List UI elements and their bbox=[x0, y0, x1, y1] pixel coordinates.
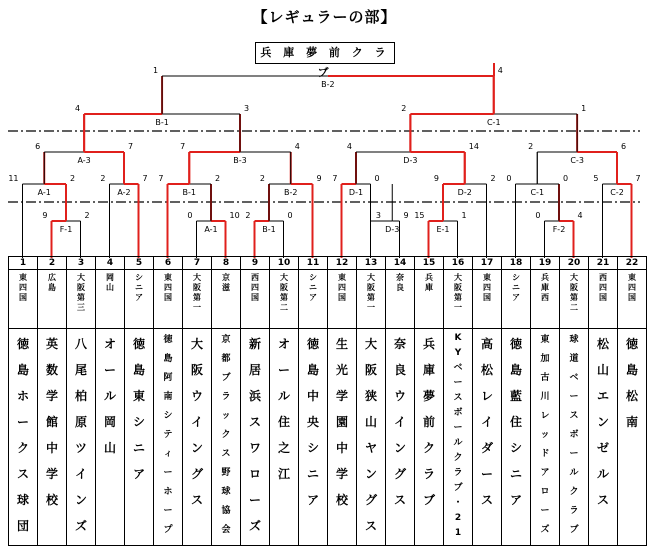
team-name bbox=[502, 329, 531, 546]
team-region bbox=[299, 270, 328, 329]
team-number: 16 bbox=[444, 257, 473, 270]
team-region bbox=[38, 270, 67, 329]
team-number: 20 bbox=[560, 257, 589, 270]
team-number: 21 bbox=[589, 257, 618, 270]
team-number: 12 bbox=[328, 257, 357, 270]
match-label: A-1 bbox=[37, 188, 51, 197]
team-number: 18 bbox=[502, 257, 531, 270]
team-region-text: 東 四 国 bbox=[19, 273, 27, 302]
team-name-text: 徳 島 松 南 bbox=[625, 337, 638, 429]
match-label: B-1 bbox=[182, 188, 196, 197]
team-number: 17 bbox=[473, 257, 502, 270]
team-region-text: 奈 良 bbox=[396, 273, 404, 292]
score-left: 7 bbox=[180, 142, 186, 151]
score-right: 7 bbox=[128, 142, 134, 151]
team-region bbox=[125, 270, 154, 329]
team-name bbox=[357, 329, 386, 546]
team-name-text: 松 山 エ ン ゼ ル ス bbox=[596, 337, 609, 507]
score-right: 0 bbox=[563, 174, 569, 183]
team-name-text: K Y ベ ー ス ボ ー ル ク ラ ブ ・ 2 1 bbox=[453, 333, 463, 538]
team-name bbox=[9, 329, 38, 546]
team-name-text: 新 居 浜 ス ワ ロ ー ズ bbox=[248, 337, 261, 533]
team-name bbox=[96, 329, 125, 546]
team-number: 5 bbox=[125, 257, 154, 270]
team-name-text: 京 都 ブ ラ ッ ク ス 野 球 協 会 bbox=[221, 335, 231, 535]
team-name-text: 徳 島 東 シ ニ ア bbox=[132, 337, 145, 481]
team-region-text: 大 阪 第 一 bbox=[367, 273, 375, 312]
team-region bbox=[444, 270, 473, 329]
team-region bbox=[473, 270, 502, 329]
team-number: 10 bbox=[270, 257, 299, 270]
team-region bbox=[9, 270, 38, 329]
team-region bbox=[241, 270, 270, 329]
score-right: 9 bbox=[403, 211, 409, 220]
score-left: 11 bbox=[8, 174, 19, 183]
team-name bbox=[560, 329, 589, 546]
team-region bbox=[183, 270, 212, 329]
team-region bbox=[67, 270, 96, 329]
team-name-text: 徳 島 藍 住 シ ニ ア bbox=[509, 337, 522, 507]
score-left: 7 bbox=[158, 174, 164, 183]
match-label: C-1 bbox=[486, 118, 501, 127]
score-right: 2 bbox=[490, 174, 496, 183]
score-left: 0 bbox=[535, 211, 541, 220]
team-name-text: 八 尾 柏 原 ツ イ ン ズ bbox=[74, 337, 87, 533]
score-right: 3 bbox=[244, 104, 250, 113]
team-number: 15 bbox=[415, 257, 444, 270]
score-left: 6 bbox=[35, 142, 41, 151]
match-label: D-2 bbox=[457, 188, 472, 197]
team-region bbox=[415, 270, 444, 329]
score-left: 0 bbox=[187, 211, 193, 220]
team-name bbox=[299, 329, 328, 546]
score-left: 4 bbox=[75, 104, 81, 113]
score-right: 14 bbox=[468, 142, 479, 151]
team-name bbox=[125, 329, 154, 546]
team-region-text: シ ニ ア bbox=[512, 273, 520, 302]
team-name bbox=[154, 329, 183, 546]
team-region bbox=[357, 270, 386, 329]
team-name bbox=[386, 329, 415, 546]
team-name-text: 高 松 レ イ ダ ー ス bbox=[480, 337, 493, 507]
team-name bbox=[212, 329, 241, 546]
team-name-text: 徳 島 中 央 シ ニ ア bbox=[306, 337, 319, 507]
team-number: 13 bbox=[357, 257, 386, 270]
score-left: 0 bbox=[506, 174, 512, 183]
score-left: 5 bbox=[593, 174, 599, 183]
score-left: 2 bbox=[528, 142, 534, 151]
team-region-text: 西 四 国 bbox=[599, 273, 607, 302]
team-number-row bbox=[9, 257, 647, 270]
team-number: 2 bbox=[38, 257, 67, 270]
score-right: 9 bbox=[316, 174, 322, 183]
match-label: D-3 bbox=[385, 225, 400, 234]
team-region-text: シ ニ ア bbox=[309, 273, 317, 302]
team-region-text: 大 阪 第 二 bbox=[280, 273, 288, 312]
score-right: 0 bbox=[287, 211, 293, 220]
team-name-text: 徳 島 阿 南 シ テ ィ ー ホ ー プ bbox=[163, 335, 173, 535]
score-left: 2 bbox=[100, 174, 106, 183]
team-name bbox=[473, 329, 502, 546]
team-name-text: 球 道 ベ ー ス ボ ー ル ク ラ ブ bbox=[569, 335, 579, 535]
team-number: 9 bbox=[241, 257, 270, 270]
team-region-text: 大 阪 第 三 bbox=[77, 273, 85, 312]
score-right: 7 bbox=[142, 174, 148, 183]
match-label: C-3 bbox=[570, 156, 584, 165]
team-name bbox=[531, 329, 560, 546]
team-name bbox=[589, 329, 618, 546]
score-right: 4 bbox=[294, 142, 300, 151]
team-number: 14 bbox=[386, 257, 415, 270]
team-region-text: 兵 庫 西 bbox=[541, 273, 549, 302]
score-left: 9 bbox=[42, 211, 48, 220]
team-number: 6 bbox=[154, 257, 183, 270]
score-right: 1 bbox=[461, 211, 467, 220]
team-name-text: 兵 庫 夢 前 ク ラ ブ bbox=[422, 337, 435, 507]
score-left: 2 bbox=[259, 174, 265, 183]
score-right: 4 bbox=[577, 211, 583, 220]
match-label: B-3 bbox=[233, 156, 247, 165]
team-region-text: 西 四 国 bbox=[251, 273, 259, 302]
team-name-text: 東 加 古 川 レ ッ ド ア ロ ー ズ bbox=[540, 335, 550, 535]
team-region bbox=[560, 270, 589, 329]
match-label: B-2 bbox=[284, 188, 298, 197]
score-left: 15 bbox=[414, 211, 425, 220]
team-region-text: 岡 山 bbox=[106, 273, 114, 292]
team-region bbox=[270, 270, 299, 329]
page-title: 【レギュラーの部】 bbox=[252, 8, 397, 26]
team-number: 19 bbox=[531, 257, 560, 270]
team-region-text: 大 阪 第 一 bbox=[193, 273, 201, 312]
team-region bbox=[531, 270, 560, 329]
team-region bbox=[502, 270, 531, 329]
match-label: B-1 bbox=[155, 118, 169, 127]
team-name bbox=[241, 329, 270, 546]
match-label: B-2 bbox=[321, 80, 335, 89]
score-left: 3 bbox=[375, 211, 381, 220]
team-name-row bbox=[9, 329, 647, 546]
team-name bbox=[618, 329, 647, 546]
match-label: D-3 bbox=[403, 156, 418, 165]
team-name bbox=[444, 329, 473, 546]
score-right: 0 bbox=[374, 174, 380, 183]
score-right: 6 bbox=[621, 142, 627, 151]
team-region-text: 広 島 bbox=[48, 273, 56, 292]
match-label: F-1 bbox=[59, 225, 73, 234]
score-right: 2 bbox=[70, 174, 76, 183]
score-left: 4 bbox=[346, 142, 352, 151]
team-number: 7 bbox=[183, 257, 212, 270]
team-region bbox=[386, 270, 415, 329]
score-left: 1 bbox=[152, 66, 159, 75]
match-label: B-1 bbox=[262, 225, 276, 234]
team-region-text: 大 阪 第 二 bbox=[570, 273, 578, 312]
team-name bbox=[270, 329, 299, 546]
team-region-text: 京 滋 bbox=[222, 273, 230, 292]
score-right: 4 bbox=[497, 66, 503, 75]
match-label: D-1 bbox=[348, 188, 364, 197]
champion-box: 兵 庫 夢 前 ク ラ ブ bbox=[255, 42, 395, 64]
team-region-text: 東 四 国 bbox=[164, 273, 172, 302]
match-label: F-2 bbox=[552, 225, 566, 234]
team-number: 4 bbox=[96, 257, 125, 270]
team-region-text: シ ニ ア bbox=[135, 273, 143, 302]
team-region bbox=[96, 270, 125, 329]
score-right: 2 bbox=[215, 174, 221, 183]
team-name bbox=[328, 329, 357, 546]
team-number: 1 bbox=[9, 257, 38, 270]
team-name bbox=[415, 329, 444, 546]
score-left: 2 bbox=[245, 211, 251, 220]
team-region bbox=[589, 270, 618, 329]
team-region-text: 東 四 国 bbox=[338, 273, 346, 302]
team-name-text: 大 阪 狭 山 ヤ ン グ ス bbox=[364, 337, 377, 533]
team-region-text: 東 四 国 bbox=[483, 273, 491, 302]
score-right: 1 bbox=[581, 104, 587, 113]
team-name-text: 奈 良 ウ イ ン グ ス bbox=[393, 337, 406, 507]
team-region bbox=[212, 270, 241, 329]
match-label: C-1 bbox=[530, 188, 545, 197]
team-region bbox=[154, 270, 183, 329]
bracket-diagram bbox=[0, 0, 649, 262]
score-left: 9 bbox=[433, 174, 439, 183]
team-name-text: 大 阪 ウ イ ン グ ス bbox=[190, 337, 203, 507]
team-region-text: 兵 庫 bbox=[425, 273, 433, 292]
team-region bbox=[328, 270, 357, 329]
score-right: 7 bbox=[635, 174, 641, 183]
team-name bbox=[38, 329, 67, 546]
team-name-text: 生 光 学 園 中 学 校 bbox=[335, 337, 348, 507]
team-region-text: 東 四 国 bbox=[628, 273, 636, 302]
team-region-text: 大 阪 第 一 bbox=[454, 273, 462, 312]
team-table bbox=[8, 256, 647, 546]
match-label: A-2 bbox=[117, 188, 131, 197]
team-number: 3 bbox=[67, 257, 96, 270]
match-label: A-3 bbox=[77, 156, 91, 165]
team-number: 11 bbox=[299, 257, 328, 270]
team-number: 22 bbox=[618, 257, 647, 270]
score-left: 2 bbox=[401, 104, 407, 113]
match-label: C-2 bbox=[610, 188, 624, 197]
team-name bbox=[67, 329, 96, 546]
score-right: 10 bbox=[229, 211, 240, 220]
match-label: E-1 bbox=[436, 225, 450, 234]
team-name-text: オ ー ル 住 之 江 bbox=[277, 337, 290, 481]
team-name-text: オ ー ル 岡 山 bbox=[103, 337, 116, 455]
team-name bbox=[183, 329, 212, 546]
team-name-text: 徳 島 ホ ー ク ス 球 団 bbox=[16, 337, 29, 533]
team-region bbox=[618, 270, 647, 329]
team-name-text: 英 数 学 館 中 学 校 bbox=[45, 337, 58, 507]
match-label: A-1 bbox=[204, 225, 218, 234]
score-right: 2 bbox=[84, 211, 90, 220]
team-region-row bbox=[9, 270, 647, 329]
score-left: 7 bbox=[332, 174, 338, 183]
team-number: 8 bbox=[212, 257, 241, 270]
